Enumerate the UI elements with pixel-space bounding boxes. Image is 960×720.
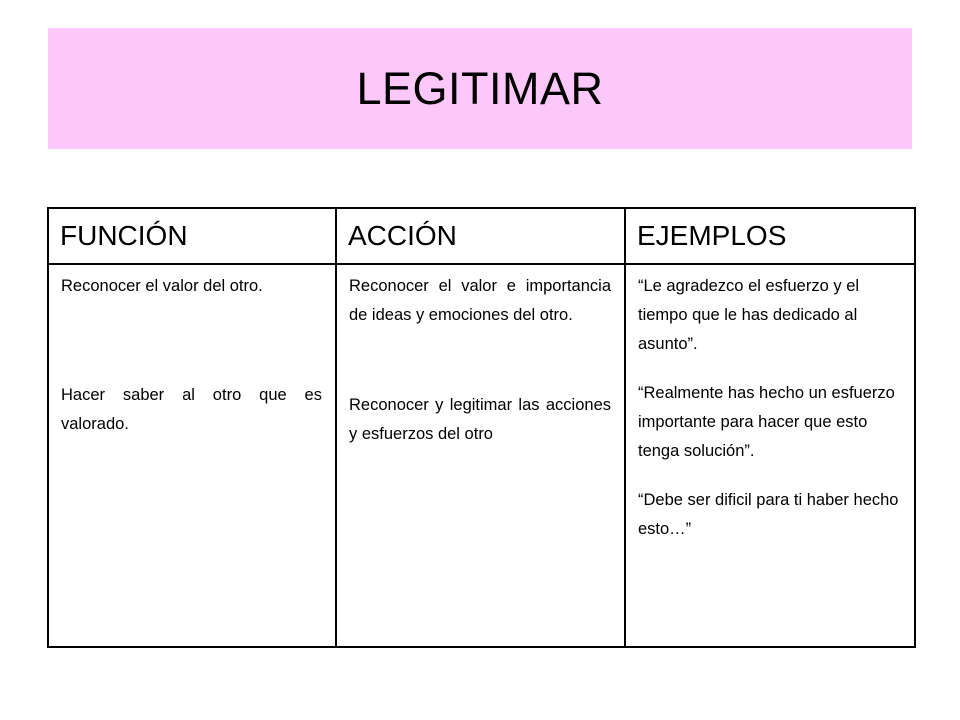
accion-text-2: Reconocer y legitimar las acciones y esfuerzos del otro — [349, 396, 611, 443]
ejemplo-text-1: “Le agradezco el esfuerzo y el tiempo que le has dedicado al asunto”. — [638, 277, 860, 353]
funcion-text-2: Hacer saber al otro que es valorado. — [61, 386, 322, 433]
legitimar-table — [47, 207, 916, 648]
ejemplo-text-2: “Realmente has hecho un esfuerzo importante para hacer que esto tenga solución”. — [638, 384, 895, 460]
cell-funcion — [48, 264, 336, 647]
header-accion: ACCIÓN — [336, 208, 625, 264]
title-band — [48, 28, 912, 149]
funcion-text-1: Reconocer el valor del otro. — [61, 277, 263, 295]
header-ejemplos: EJEMPLOS — [625, 208, 915, 264]
table-row — [48, 264, 915, 647]
table-header-row — [48, 208, 915, 264]
accion-text-1: Reconocer el valor e importancia de ideas y emociones del otro. — [349, 277, 611, 324]
page-title: LEGITIMAR — [356, 62, 604, 114]
cell-ejemplos — [625, 264, 915, 647]
cell-accion — [336, 264, 625, 647]
header-funcion: FUNCIÓN — [48, 208, 336, 264]
ejemplo-text-3: “Debe ser dificil para ti haber hecho esto…” — [638, 491, 899, 538]
